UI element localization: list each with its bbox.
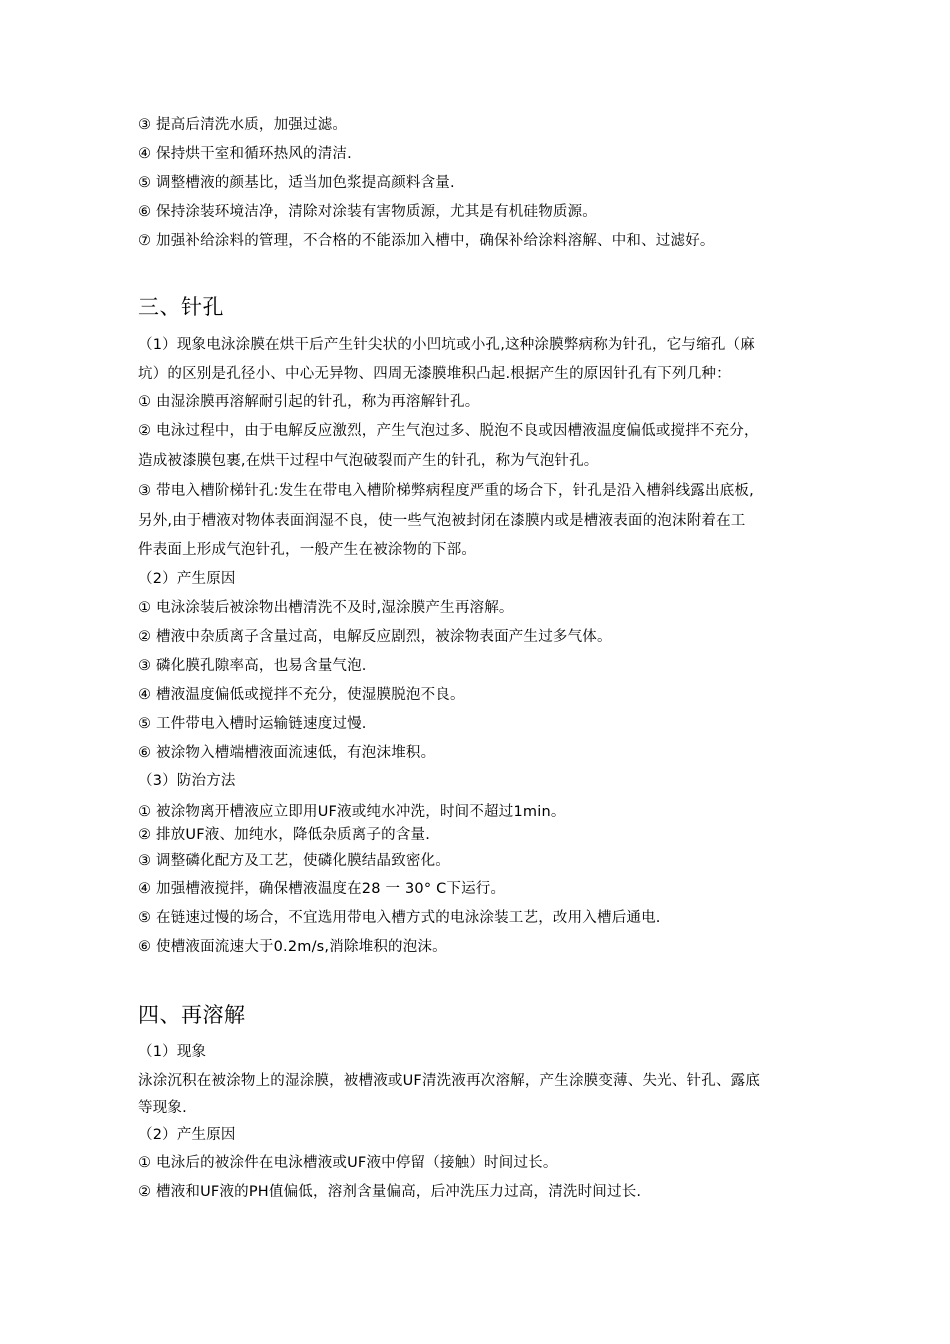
list-item: ⑥ 保持涂装环境洁净，清除对涂装有害物质源，尤其是有机硅物质源。: [138, 204, 598, 220]
paragraph-line: （1）现象电泳涂膜在烘干后产生针尖状的小凹坑或小孔,这种涂膜弊病称为针孔，它与缩孔（麻: [138, 337, 755, 353]
list-item: ④ 槽液温度偏低或搅拌不充分，使湿膜脱泡不良。: [138, 687, 465, 703]
list-item: ② 槽液和UF液的PH值偏低，溶剂含量偏高，后冲洗压力过高，清洗时间过长.: [138, 1184, 642, 1200]
paragraph-line: 等现象.: [138, 1100, 187, 1116]
list-item: ① 电泳涂装后被涂物出槽清洗不及时,湿涂膜产生再溶解。: [138, 600, 514, 616]
list-item: ③ 调整磷化配方及工艺，使磷化膜结晶致密化。: [138, 853, 451, 869]
list-item: ③ 磷化膜孔隙率高，也易含量气泡.: [138, 658, 367, 674]
subsection-heading: （2）产生原因: [138, 571, 236, 587]
section-heading: 三、针孔: [138, 295, 224, 319]
list-item: ⑤ 在链速过慢的场合，不宜选用带电入槽方式的电泳涂装工艺，改用入槽后通电.: [138, 910, 661, 926]
paragraph-line: 坑）的区别是孔径小、中心无异物、四周无漆膜堆积凸起.根据产生的原因针孔有下列几种：: [138, 366, 731, 382]
list-item: ⑤ 工件带电入槽时运输链速度过慢.: [138, 716, 367, 732]
list-item: ③ 提高后清洗水质，加强过滤。: [138, 117, 348, 133]
list-item: ⑥ 使槽液面流速大于0.2m/s,消除堆积的泡沫。: [138, 939, 447, 955]
paragraph-line: 件表面上形成气泡针孔，一般产生在被涂物的下部。: [138, 542, 477, 558]
section-heading: 四、再溶解: [138, 1003, 246, 1027]
list-item: ① 电泳后的被涂件在电泳槽液或UF液中停留（接触）时间过长。: [138, 1155, 558, 1171]
list-item: ① 由湿涂膜再溶解耐引起的针孔，称为再溶解针孔。: [138, 394, 480, 410]
list-item: ③ 带电入槽阶梯针孔:发生在带电入槽阶梯弊病程度严重的场合下，针孔是沿入槽斜线露出底板,: [138, 483, 754, 499]
list-item: ⑤ 调整槽液的颜基比，适当加色浆提高颜料含量.: [138, 175, 455, 191]
list-item: ④ 加强槽液搅拌，确保槽液温度在28 一 30° C下运行。: [138, 881, 506, 897]
subsection-heading: （1）现象: [138, 1044, 207, 1060]
list-item: ① 被涂物离开槽液应立即用UF液或纯水冲洗，时间不超过1min。: [138, 804, 566, 820]
subsection-heading: （3）防治方法: [138, 773, 236, 789]
paragraph-line: 另外,由于槽液对物体表面润湿不良，使一些气泡被封闭在漆膜内或是槽液表面的泡沫附着在工: [138, 513, 746, 529]
paragraph-line: 造成被漆膜包裹,在烘干过程中气泡破裂而产生的针孔，称为气泡针孔。: [138, 453, 599, 469]
list-item: ⑥ 被涂物入槽端槽液面流速低，有泡沫堆积。: [138, 745, 436, 761]
subsection-heading: （2）产生原因: [138, 1127, 236, 1143]
list-item: ② 电泳过程中，由于电解反应激烈，产生气泡过多、脱泡不良或因槽液温度偏低或搅拌不充分，: [138, 423, 759, 439]
list-item: ④ 保持烘干室和循环热风的清洁.: [138, 146, 352, 162]
list-item: ② 槽液中杂质离子含量过高，电解反应剧烈，被涂物表面产生过多气体。: [138, 629, 612, 645]
list-item: ② 排放UF液、加纯水，降低杂质离子的含量.: [138, 827, 431, 843]
paragraph-line: 泳涂沉积在被涂物上的湿涂膜，被槽液或UF清洗液再次溶解，产生涂膜变薄、失光、针孔、露底: [138, 1073, 761, 1089]
list-item: ⑦ 加强补给涂料的管理，不合格的不能添加入槽中，确保补给涂料溶解、中和、过滤好。: [138, 233, 715, 249]
